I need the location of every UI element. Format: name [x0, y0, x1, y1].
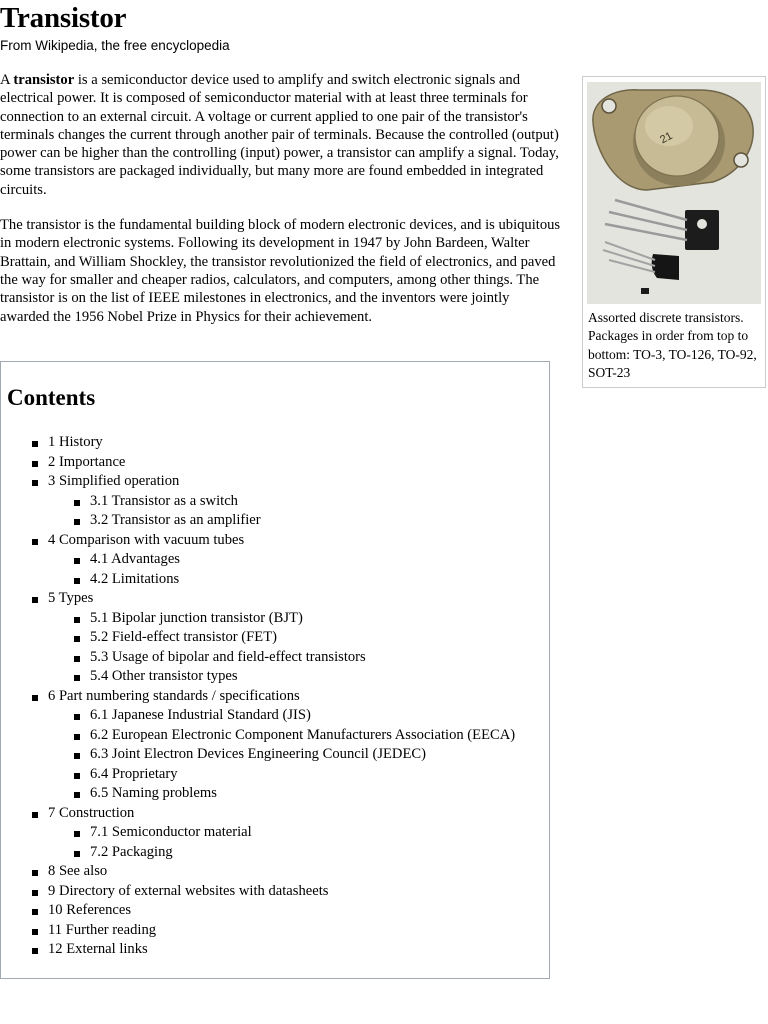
transistors-photo-image	[587, 82, 761, 304]
to3-mount-hole-right	[734, 153, 748, 167]
toc-item[interactable]: 4.2 Limitations	[1, 570, 515, 590]
infobox-caption: Assorted discrete transistors. Packages in order from top to bottom: TO-3, TO-126, TO-92, SOT-23	[588, 310, 757, 380]
toc-item[interactable]: 2 Importance	[1, 453, 515, 473]
toc-item[interactable]: 7.1 Semiconductor material	[1, 823, 515, 843]
toc-item[interactable]: 11 Further reading	[1, 921, 515, 941]
to126-hole	[697, 219, 707, 229]
toc-title: Contents	[7, 385, 96, 410]
toc-item[interactable]: 6.2 European Electronic Component Manufacturers Association (EECA)	[1, 726, 515, 746]
toc-item[interactable]: 5.4 Other transistor types	[1, 667, 515, 687]
toc-item[interactable]: 9 Directory of external websites with datasheets	[1, 882, 515, 902]
toc-item[interactable]: 4 Comparison with vacuum tubes	[1, 531, 515, 551]
toc-item[interactable]: 10 References	[1, 901, 515, 921]
toc-item[interactable]: 3 Simplified operation	[1, 472, 515, 492]
table-of-contents	[0, 361, 550, 979]
toc-item[interactable]: 5.1 Bipolar junction transistor (BJT)	[1, 609, 515, 629]
transistors-photo[interactable]	[587, 82, 761, 304]
to3-mount-hole-left	[602, 99, 616, 113]
intro-term: transistor	[13, 72, 75, 88]
toc-item[interactable]: 8 See also	[1, 862, 515, 882]
article-intro	[0, 71, 562, 338]
intro-body: is a semiconductor device used to amplify and switch electronic signals and electrical power. It is composed of semiconductor material with at least three terminals for connection to an external circuit. A voltage or current applied to one pair of the transistor's terminals changes the current through another pair of terminals. Because the controlled (output) power can be higher than the controlling (input) power, a transistor can amplify a signal. Today, some transistors are packaged individually, but many more are found embedded in integrated circuits.	[0, 72, 559, 198]
infobox	[582, 76, 766, 388]
toc-item[interactable]: 6.4 Proprietary	[1, 765, 515, 785]
toc-item[interactable]: 6.3 Joint Electron Devices Engineering Council (JEDEC)	[1, 745, 515, 765]
toc-item[interactable]: 6.5 Naming problems	[1, 784, 515, 804]
toc-item[interactable]: 1 History	[1, 433, 515, 453]
site-tagline: From Wikipedia, the free encyclopedia	[0, 38, 230, 53]
toc-item[interactable]: 7.2 Packaging	[1, 843, 515, 863]
to92-body	[652, 254, 679, 280]
intro-paragraph-1	[0, 71, 562, 199]
toc-item[interactable]: 3.2 Transistor as an amplifier	[1, 511, 515, 531]
toc-item[interactable]: 4.1 Advantages	[1, 550, 515, 570]
to126-body	[685, 210, 719, 250]
sot23-body	[641, 288, 649, 294]
toc-item[interactable]: 5 Types	[1, 589, 515, 609]
to3-marking: 21	[658, 129, 675, 147]
toc-item[interactable]: 12 External links	[1, 940, 515, 960]
intro-paragraph-2: The transistor is the fundamental building block of modern electronic devices, and is ubiquitous in modern electronic systems. Following its development in 1947 by John Bardeen, Walter Brattain, and William Shockley, the transistor revolutionized the field of electronics, and paved the way for smaller and cheaper radios, calculators, and computers, among other things. The transistor is on the list of IEEE milestones in electronics, and the inventors were jointly awarded the 1956 Nobel Prize in Physics for their achievement.	[0, 217, 561, 325]
page-title: Transistor	[0, 2, 127, 34]
toc-list	[1, 433, 515, 960]
toc-item[interactable]: 3.1 Transistor as a switch	[1, 492, 515, 512]
toc-item[interactable]: 7 Construction	[1, 804, 515, 824]
toc-item[interactable]: 6 Part numbering standards / specifications	[1, 687, 515, 707]
intro-prefix: A	[0, 72, 14, 88]
toc-item[interactable]: 5.3 Usage of bipolar and field-effect transistors	[1, 648, 515, 668]
toc-item[interactable]: 5.2 Field-effect transistor (FET)	[1, 628, 515, 648]
toc-item[interactable]: 6.1 Japanese Industrial Standard (JIS)	[1, 706, 515, 726]
